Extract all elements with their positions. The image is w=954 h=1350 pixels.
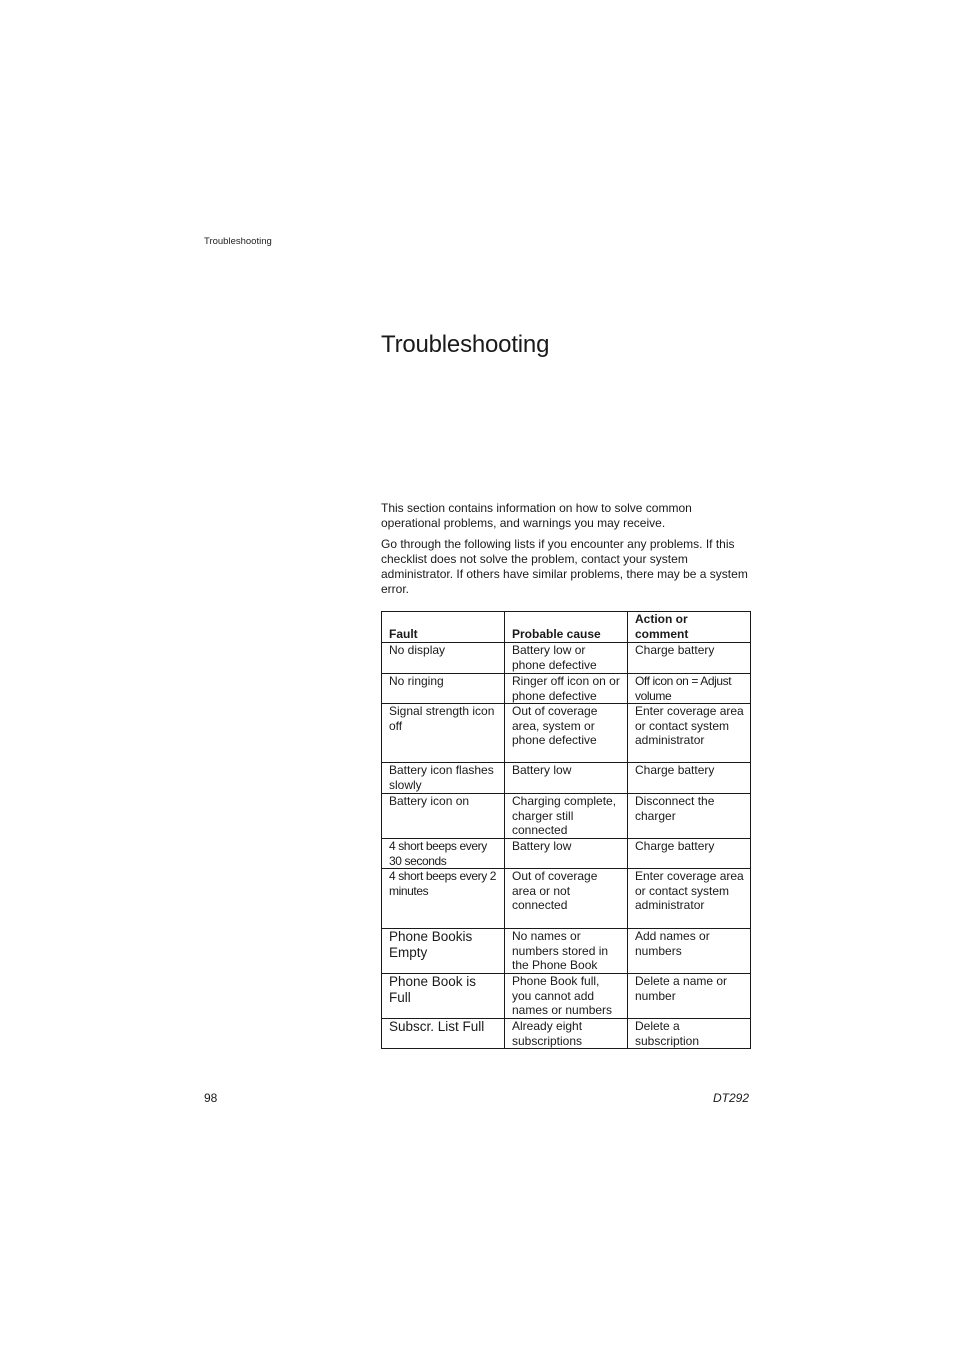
fault-cell: Signal strength icon off: [382, 704, 505, 763]
table-row: [382, 1019, 751, 1049]
cause-cell: Battery low: [505, 763, 628, 794]
intro-section: [381, 501, 751, 603]
table-row: [382, 763, 751, 794]
fault-cell: Battery icon on: [382, 794, 505, 839]
fault-cell: 4 short beeps every 30 seconds: [382, 839, 505, 869]
page-number: 98: [204, 1091, 218, 1105]
fault-cell: No ringing: [382, 674, 505, 704]
table-row: [382, 794, 751, 839]
action-cell: Charge battery: [628, 763, 751, 794]
table-row: [382, 974, 751, 1019]
table-row: [382, 674, 751, 704]
document-code: DT292: [712, 1091, 749, 1105]
fault-cell: No display: [382, 643, 505, 674]
cause-cell: No names or numbers stored in the Phone Book: [505, 929, 628, 974]
cause-cell: Charging complete, charger still connected: [505, 794, 628, 839]
table-row: [382, 643, 751, 674]
fault-cell: Phone Book is Full: [382, 974, 505, 1019]
fault-cell: Battery icon flashes slowly: [382, 763, 505, 794]
header-fault: Fault: [382, 612, 505, 643]
action-cell: Disconnect the charger: [628, 794, 751, 839]
table-row: [382, 704, 751, 763]
table-row: [382, 929, 751, 974]
cause-cell: Battery low or phone defective: [505, 643, 628, 674]
fault-cell: Phone Bookis Empty: [382, 929, 505, 974]
action-cell: Off icon on = Adjust volume: [628, 674, 751, 704]
cause-cell: Phone Book full, you cannot add names or numbers: [505, 974, 628, 1019]
header-action: Action or comment: [628, 612, 751, 643]
action-cell: Delete a subscription: [628, 1019, 751, 1049]
intro-paragraph-2: Go through the following lists if you encounter any problems. If this checklist does not solve the problem, contact your system administrator. If others have similar problems, there may be a system error.: [381, 537, 748, 596]
fault-cell: Subscr. List Full: [382, 1019, 505, 1049]
cause-cell: Ringer off icon on or phone defective: [505, 674, 628, 704]
action-cell: Delete a name or number: [628, 974, 751, 1019]
fault-cell: 4 short beeps every 2 minutes: [382, 869, 505, 929]
troubleshooting-table: [381, 611, 751, 1049]
action-cell: Add names or numbers: [628, 929, 751, 974]
cause-cell: Out of coverage area or not connected: [505, 869, 628, 929]
intro-paragraph-1: This section contains information on how to solve common operational problems, and warnings you may receive.: [381, 501, 692, 530]
cause-cell: Out of coverage area, system or phone defective: [505, 704, 628, 763]
cause-cell: Battery low: [505, 839, 628, 869]
cause-cell: Already eight subscriptions: [505, 1019, 628, 1049]
header-probable-cause: Probable cause: [505, 612, 628, 643]
action-cell: Enter coverage area or contact system administrator: [628, 704, 751, 763]
page-title: Troubleshooting: [381, 331, 550, 358]
running-header: Troubleshooting: [204, 236, 272, 247]
table-header-row: [382, 612, 751, 643]
action-cell: Enter coverage area or contact system administrator: [628, 869, 751, 929]
table-row: [382, 869, 751, 929]
action-cell: Charge battery: [628, 643, 751, 674]
table-row: [382, 839, 751, 869]
action-cell: Charge battery: [628, 839, 751, 869]
